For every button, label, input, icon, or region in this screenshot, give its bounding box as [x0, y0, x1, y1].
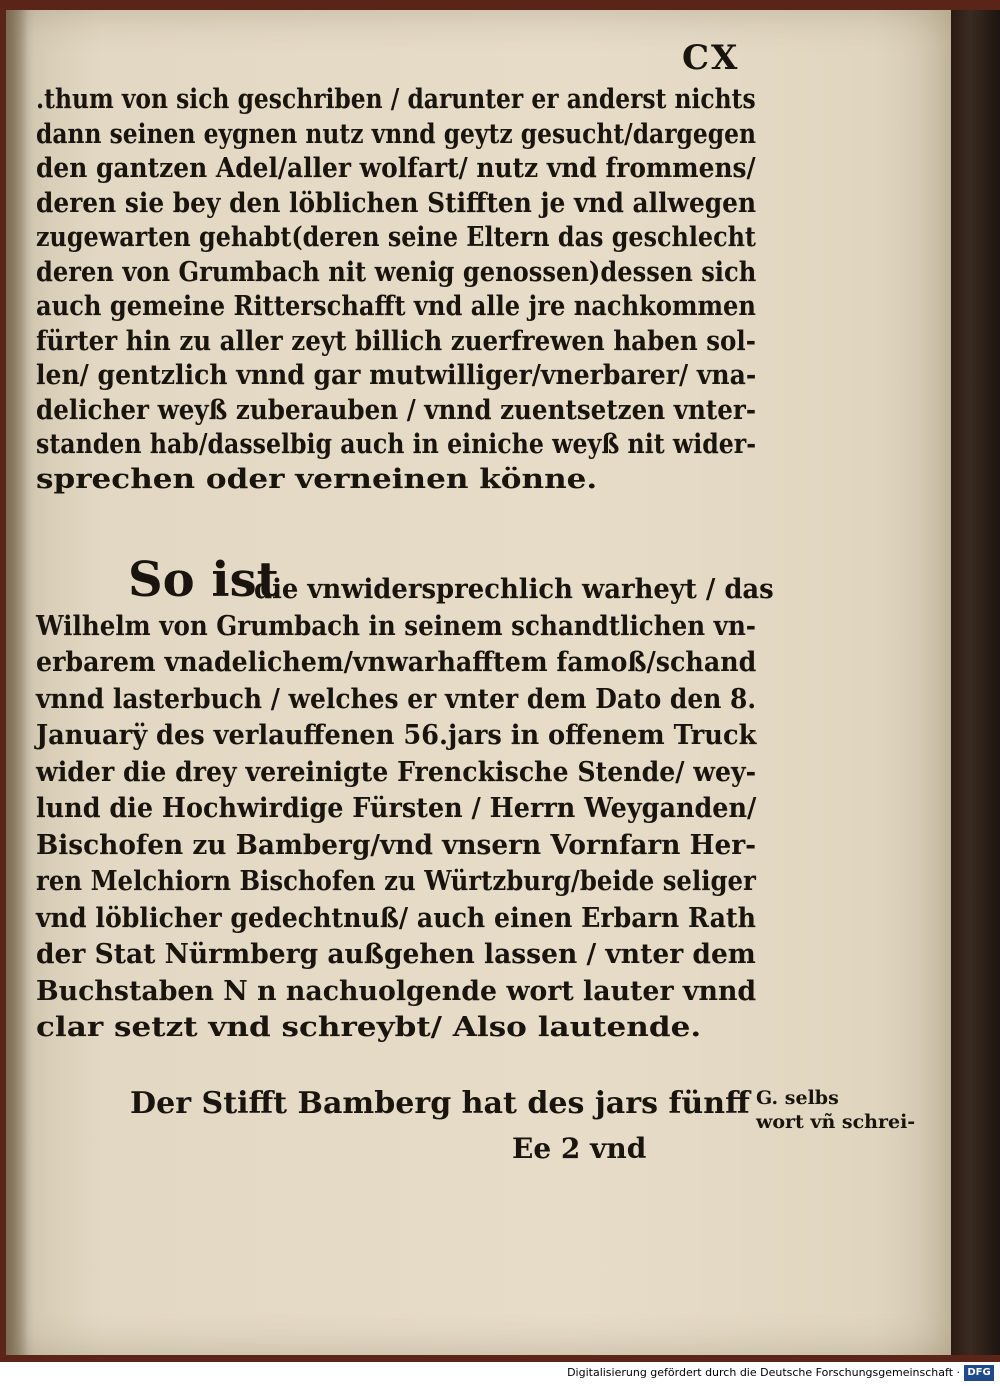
text-line: erbarem vnadelichem/vnwarhafftem famoß/schand: [36, 647, 757, 678]
final-line: Der Stifft Bamberg hat des jars fünff: [130, 1086, 750, 1121]
text-line: wider die drey vereinigte Frenckische Stende/ wey-: [36, 756, 757, 788]
text-line: zugewarten gehabt(deren seine Eltern das geschlecht: [36, 222, 756, 253]
text-line: vnd löblicher gedechtnuß/ auch einen Erbarn Rath: [36, 902, 756, 934]
text-line: ren Melchiorn Bischofen zu Würtzburg/beide seliger: [36, 866, 756, 897]
text-line: Bischofen zu Bamberg/vnd vnsern Vornfarn Her-: [36, 829, 757, 861]
text-line: standen hab/dasselbig auch in einiche weyß nit wider-: [36, 429, 757, 460]
text-line: auch gemeine Ritterschafft vnd alle jre nachkommen: [36, 291, 756, 322]
text-line: dann seinen eygnen nutz vnnd geytz gesucht/dargegen: [36, 118, 756, 150]
text-line: clar setzt vnd schreybt/ Also lautende.: [36, 1012, 702, 1043]
folio-number: CX: [682, 38, 740, 78]
text-line: Buchstaben N n nachuolgende wort lauter vnnd: [36, 975, 757, 1007]
text-line: der Stat Nürmberg außgehen lassen / vnter dem: [36, 939, 756, 970]
text-line: vnnd lasterbuch / welches er vnter dem Dato den 8.: [36, 683, 757, 715]
text-line: Januarÿ des verlauffenen 56.jars in offenem Truck: [36, 720, 757, 751]
drop-cap: So ist: [128, 552, 279, 608]
paragraph-2: [36, 552, 776, 1049]
text-line: lund die Hochwirdige Fürsten / Herrn Weyganden/: [36, 793, 757, 824]
marginal-note-line: wort vñ schrei-: [756, 1111, 916, 1133]
page-edge: [951, 10, 1000, 1355]
page-gutter: [6, 10, 28, 1355]
text-line: len/ gentzlich vnnd gar mutwilliger/vnerbarer/ vna-: [36, 360, 757, 391]
text-line: sprechen oder verneinen könne.: [36, 463, 598, 495]
text-line: Wilhelm von Grumbach in seinem schandtlichen vn-: [36, 610, 757, 642]
text-line: den gantzen Adel/aller wolfart/ nutz vnd frommens/: [36, 153, 756, 184]
text-line: deren von Grumbach nit wenig genossen)dessen sich: [36, 256, 757, 288]
footer-bar: [0, 1362, 1000, 1386]
text-line: .thum von sich geschriben / darunter er anderst nichts: [36, 84, 756, 115]
dfg-logo: DFG: [964, 1365, 994, 1381]
text-line: deren sie bey den löblichen Stifften je vnd allwegen: [36, 187, 757, 219]
text-line-first: So ist die vnwidersprechlich warheyt / das: [128, 552, 774, 608]
marginal-note: [756, 1086, 915, 1134]
catchword-line: Ee 2 vnd: [512, 1132, 647, 1165]
marginal-note-line: G. selbs: [756, 1087, 839, 1109]
text-line: delicher weyß zuberauben / vnnd zuentsetzen vnter-: [36, 394, 757, 426]
paragraph-1: [36, 84, 776, 498]
footer-credit: Digitalisierung gefördert durch die Deutsche Forschungsgemeinschaft ·: [567, 1366, 960, 1379]
text-line: fürter hin zu aller zeyt billich zuerfrewen haben sol-: [36, 325, 756, 357]
